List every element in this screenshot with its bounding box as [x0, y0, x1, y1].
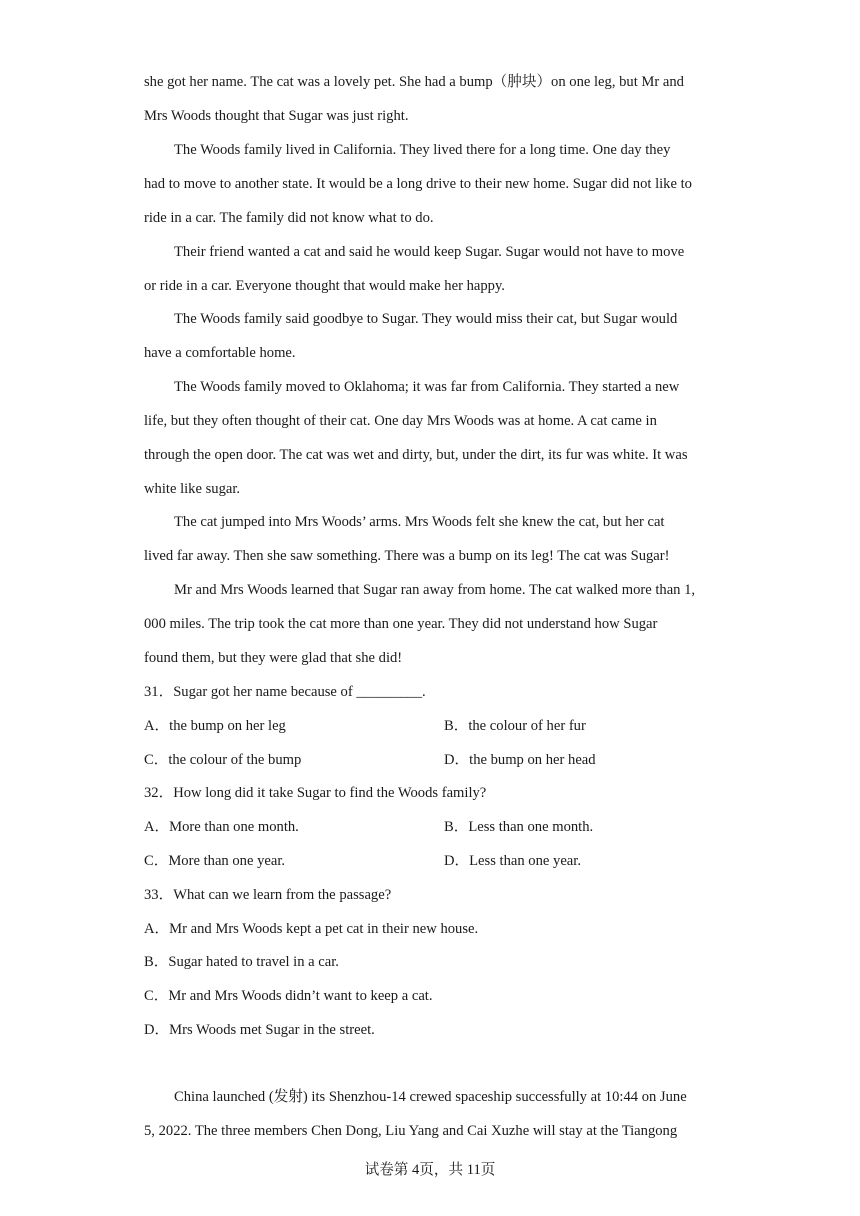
answer-option: D．the bump on her head	[444, 752, 596, 768]
passage-line: Mrs Woods thought that Sugar was just right.	[144, 108, 409, 124]
answer-option: C．More than one year.	[144, 853, 286, 869]
question-stem: 32．How long did it take Sugar to find the Woods family?	[144, 785, 487, 801]
passage-line: she got her name. The cat was a lovely pet. She had a bump（肿块）on one leg, but Mr and	[144, 74, 684, 90]
passage-line: or ride in a car. Everyone thought that would make her happy.	[144, 278, 505, 294]
passage-line: 5, 2022. The three members Chen Dong, Liu Yang and Cai Xuzhe will stay at the Tiangong	[144, 1123, 678, 1139]
passage-line: ride in a car. The family did not know what to do.	[144, 210, 434, 226]
passage-line: 000 miles. The trip took the cat more than one year. They did not understand how Sugar	[144, 616, 658, 632]
answer-option: A．the bump on her leg	[144, 718, 286, 734]
passage-line: lived far away. Then she saw something. There was a bump on its leg! The cat was Sugar!	[144, 548, 670, 564]
passage-line: through the open door. The cat was wet and dirty, but, under the dirt, its fur was white. It was	[144, 447, 688, 463]
answer-option: B．the colour of her fur	[444, 718, 586, 734]
answer-option: D．Less than one year.	[444, 853, 581, 869]
passage-line: Their friend wanted a cat and said he would keep Sugar. Sugar would not have to move	[174, 244, 685, 260]
passage-line: life, but they often thought of their cat. One day Mrs Woods was at home. A cat came in	[144, 413, 657, 429]
answer-option: A．Mr and Mrs Woods kept a pet cat in their new house.	[144, 921, 479, 937]
question-stem: 31．Sugar got her name because of _________.	[144, 684, 426, 700]
passage-line: had to move to another state. It would be a long drive to their new home. Sugar did not like to	[144, 176, 692, 192]
passage-line: Mr and Mrs Woods learned that Sugar ran away from home. The cat walked more than 1,	[174, 582, 696, 598]
passage-line: The cat jumped into Mrs Woods’ arms. Mrs Woods felt she knew the cat, but her cat	[174, 514, 665, 530]
passage-line: The Woods family lived in California. They lived there for a long time. One day they	[174, 142, 671, 158]
passage-line: China launched (发射) its Shenzhou-14 crewed spaceship successfully at 10:44 on June	[174, 1089, 687, 1105]
answer-option: A．More than one month.	[144, 819, 299, 835]
answer-option: B．Sugar hated to travel in a car.	[144, 954, 339, 970]
question-stem: 33．What can we learn from the passage?	[144, 887, 392, 903]
answer-option: D．Mrs Woods met Sugar in the street.	[144, 1022, 375, 1038]
answer-option: C．the colour of the bump	[144, 752, 302, 768]
passage-line: The Woods family moved to Oklahoma; it was far from California. They started a new	[174, 379, 680, 395]
passage-line: white like sugar.	[144, 481, 241, 497]
answer-option: B．Less than one month.	[444, 819, 594, 835]
passage-line: found them, but they were glad that she did!	[144, 650, 403, 666]
page-footer: 试卷第 4页，共 11页	[364, 1162, 496, 1178]
answer-option: C．Mr and Mrs Woods didn’t want to keep a cat.	[144, 988, 433, 1004]
passage-line: have a comfortable home.	[144, 345, 296, 361]
passage-line: The Woods family said goodbye to Sugar. They would miss their cat, but Sugar would	[174, 311, 678, 327]
